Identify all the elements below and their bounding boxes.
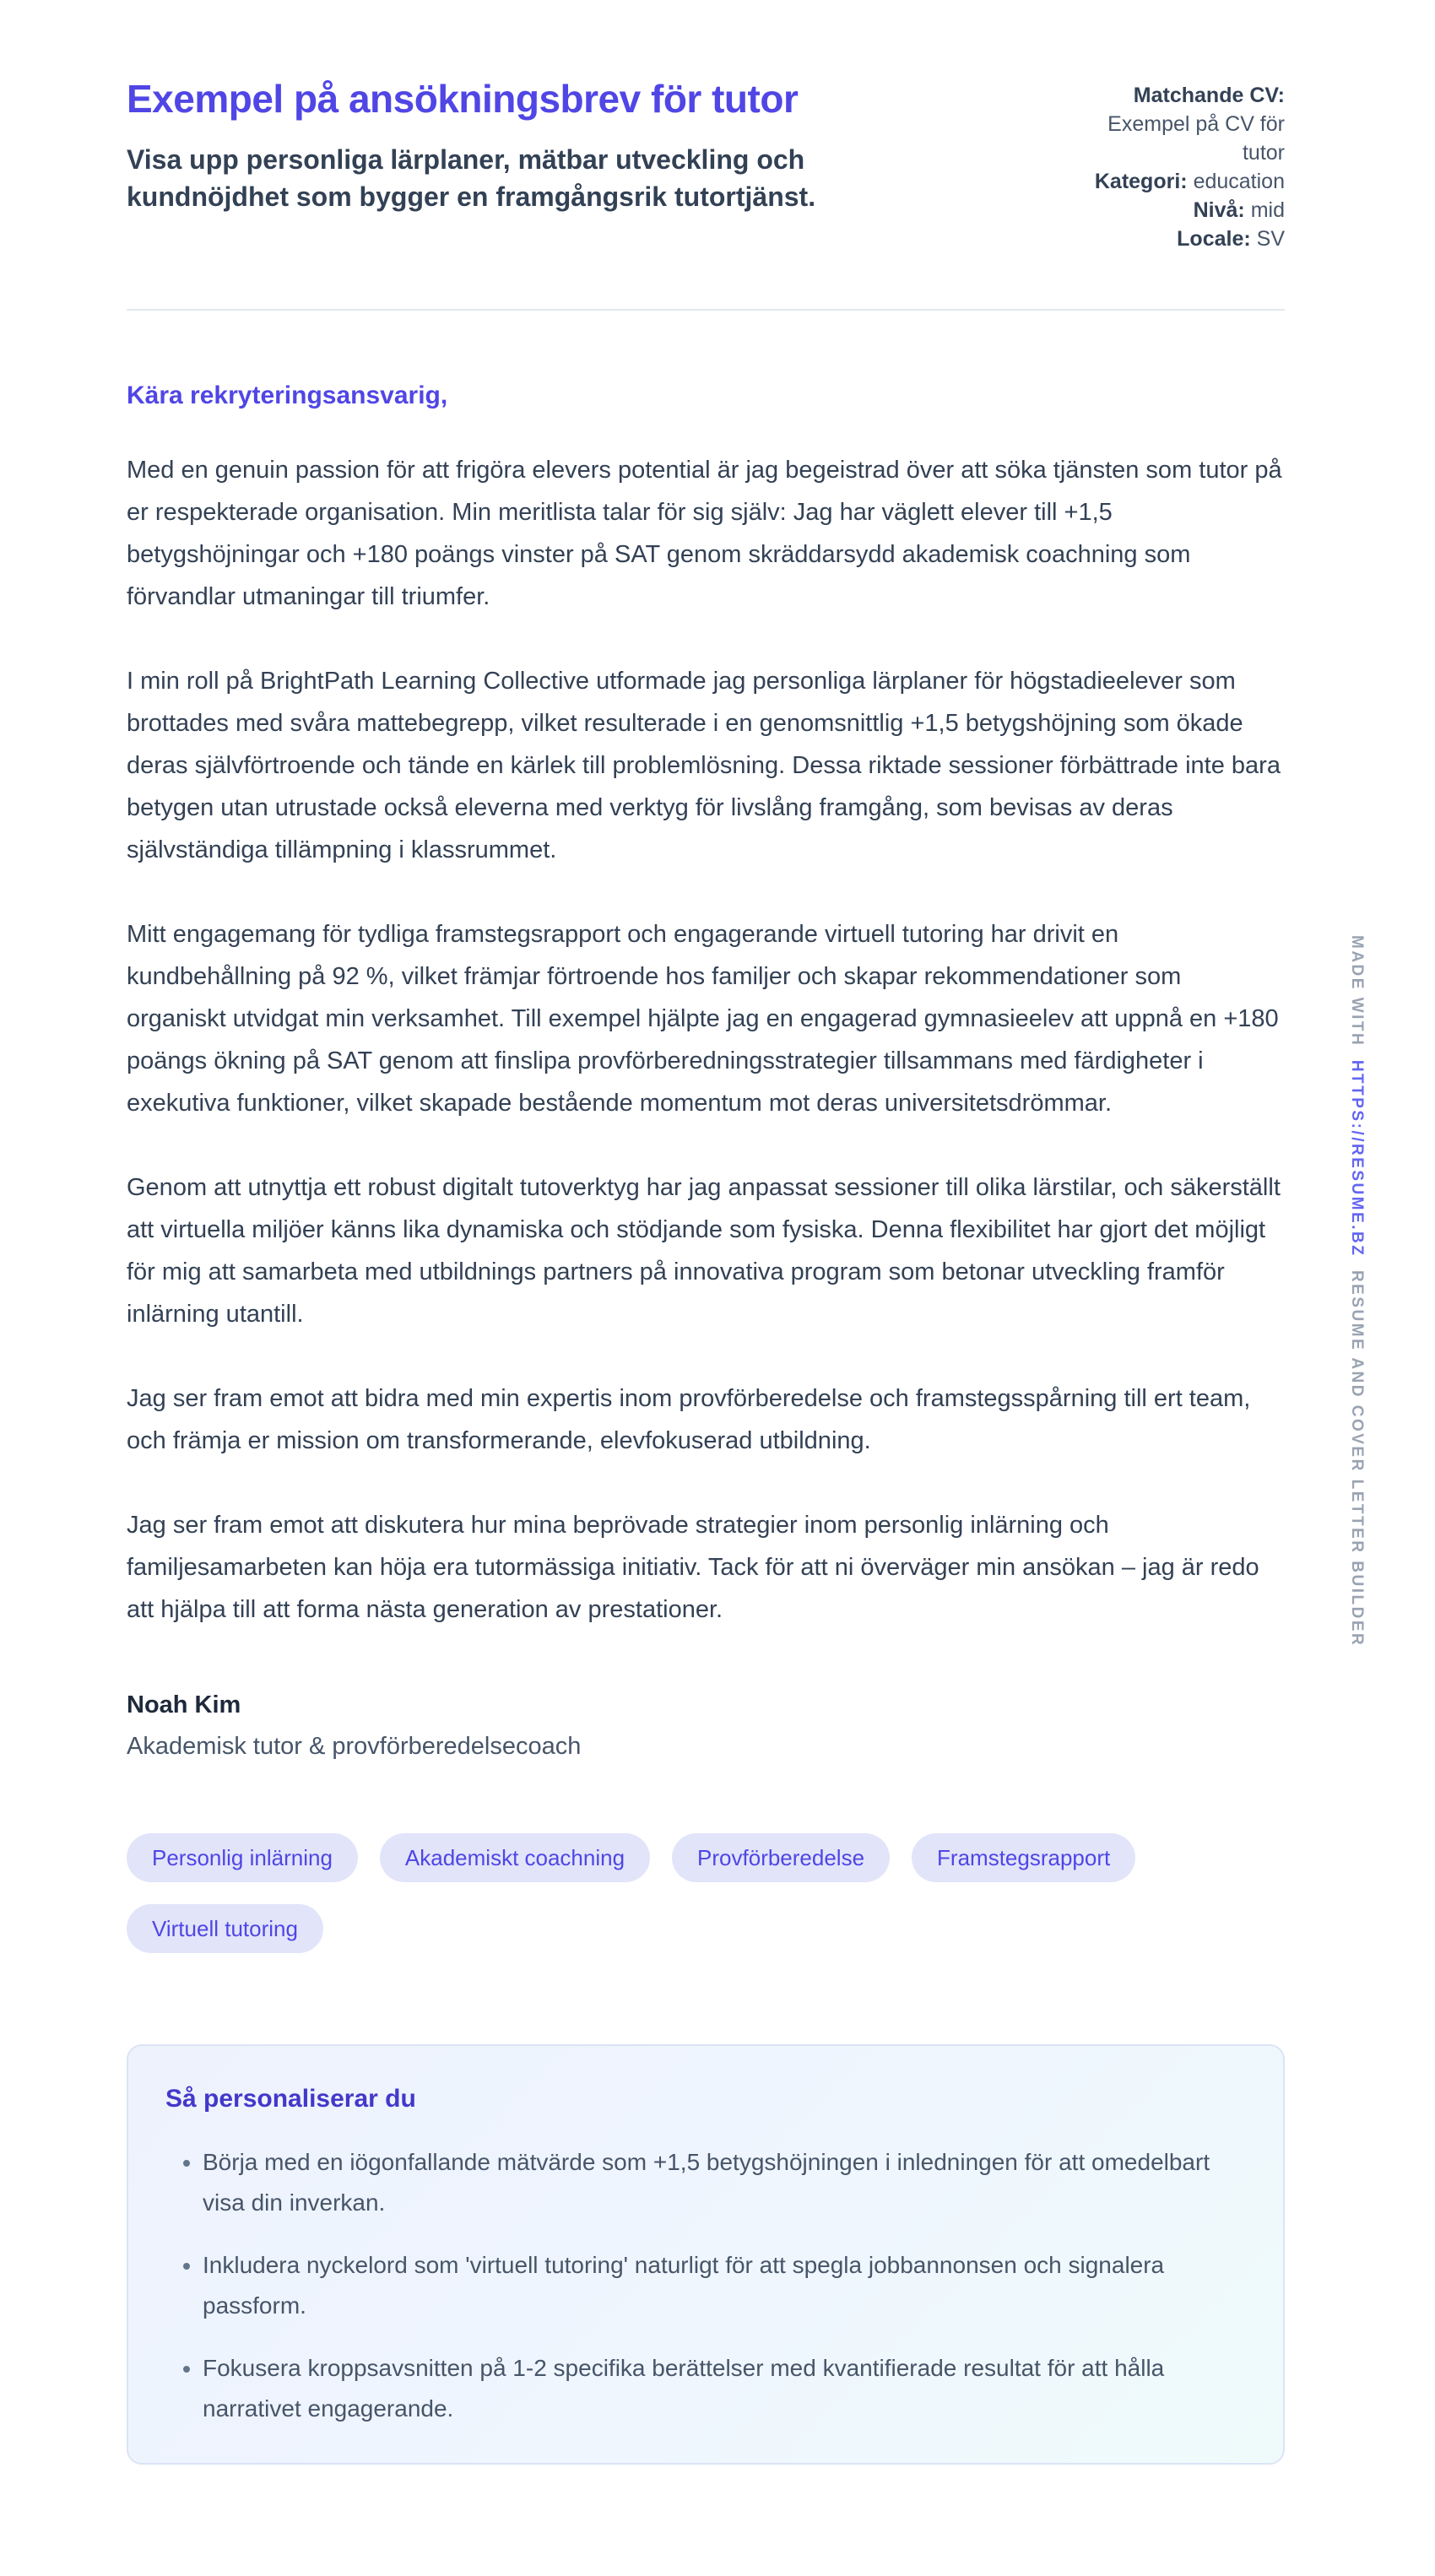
vertical-watermark [1347,935,1366,1647]
tips-card-title: Så personaliserar du [165,2085,416,2113]
signature-name: Noah Kim [127,1691,241,1718]
letter-paragraph: Genom att utnyttja ett robust digitalt tutoverktyg har jag anpassat sessioner till olika lärstilar, och säkerställt att virtuella miljöer känns lika dynamiska och stödjande som fysiska. Denna flexibilitet har gjort det möjligt för mig att samarbeta med utbildnings partners på innovativa program som betonar utveckling framför inlärning utantill. [127,1174,1281,1328]
meta-level-value: mid [1250,198,1285,222]
header-divider [127,309,1285,311]
meta-locale-value: SV [1256,227,1285,251]
header [127,76,1285,253]
resume-bz-link[interactable]: HTTPS://RESUME.BZ [1348,1059,1366,1258]
tag-personlig-inlarning: Personlig inlärning [127,1833,358,1882]
tips-list-item: • Börja med en iögonfallande mätvärde som +1,5 betygshöjningen i inledningen för att omedelbart visa din inverkan. [203,2142,1239,2223]
letter-greeting: Kära rekryteringsansvarig, [127,382,448,409]
meta-level [1082,196,1285,225]
keyword-tags [127,1833,1285,1953]
watermark-tagline-text: RESUME AND COVER LETTER BUILDER [1348,1269,1366,1648]
page-subtitle: Visa upp personliga lärplaner, mätbar utveckling och kundnöjdhet som bygger en framgångsrik tutortjänst. [127,144,816,213]
meta-category [1082,167,1285,196]
tag-provforberedelse: Provförberedelse [672,1833,890,1882]
personalization-tips-card [127,2044,1285,2465]
meta-category-value: education [1193,170,1285,193]
meta-locale-label: Locale: [1177,227,1251,251]
meta-panel [1082,76,1285,253]
signature-role: Akademisk tutor & provförberedelsecoach [127,1733,582,1760]
meta-locale [1082,225,1285,253]
watermark-made-with-text: MADE WITH [1348,935,1366,1047]
tips-list-item: • Inkludera nyckelord som 'virtuell tutoring' naturligt för att spegla jobbannonsen och signalera passform. [203,2245,1239,2326]
tips-list [165,2142,1239,2429]
letter-paragraph: Jag ser fram emot att diskutera hur mina beprövade strategier inom personlig inlärning och familjesamarbeten kan höja era tutormässiga initiativ. Tack för att ni överväger min ansökan – jag är redo att hjälpa till att forma nästa generation av prestationer. [127,1512,1259,1623]
letter-paragraph: Mitt engagemang för tydliga framstegsrapport och engagerande virtuell tutoring har drivit en kundbehållning på 92 %, vilket främjar förtroende hos familjer och skapar rekommendationer som organiskt utvidgat min verksamhet. Till exempel hjälpte jag en engagerad gymnasieelev att uppnå en +180 poängs ökning på SAT genom att finslipa provförberedningsstrategier tillsammans med färdigheter i exekutiva funktioner, vilket skapade bestående momentum mot deras universitetsdrömmar. [127,921,1279,1117]
tips-list-item: • Fokusera kroppsavsnitten på 1-2 specifika berättelser med kvantifierade resultat för att hålla narrativet engagerande. [203,2348,1239,2429]
tag-virtuell-tutoring: Virtuell tutoring [127,1904,323,1953]
meta-matching-cv-value: Exempel på CV för tutor [1107,112,1285,165]
meta-category-label: Kategori: [1094,170,1188,193]
letter-paragraph: Med en genuin passion för att frigöra elevers potential är jag begeistrad över att söka tjänsten som tutor på er respekterade organisation. Min meritlista talar för sig själv: Jag har väglett elever till +1,5 betygshöjningar och +180 poängs vinster på SAT genom skräddarsydd akademisk coachning som förvandlar utmaningar till triumfer. [127,457,1282,610]
cover-letter-body [127,382,1285,1761]
tag-framstegsrapport: Framstegsrapport [912,1833,1135,1882]
letter-paragraph: Jag ser fram emot att bidra med min expertis inom provförberedelse och framstegsspårning till ert team, och främja er mission om transformerande, elevfokuserad utbildning. [127,1385,1251,1454]
meta-level-label: Nivå: [1193,198,1245,222]
meta-matching-cv-label: Matchande CV: [1133,84,1285,107]
letter-paragraph: I min roll på BrightPath Learning Collective utformade jag personliga lärplaner för högstadieelever som brottades med svåra mattebegrepp, vilket resulterade i en genomsnittlig +1,5 betygshöjning som ökade deras självförtroende och tände en kärlek till problemlösning. Dessa riktade sessioner förbättrade inte bara betygen utan utrustade också eleverna med verktyg för livslång framgång, som bevisas av deras självständiga tillämpning i klassrummet. [127,668,1281,863]
header-title-block [127,76,903,215]
page-title: Exempel på ansökningsbrev för tutor [127,77,799,121]
tag-akademiskt-coachning: Akademiskt coachning [380,1833,650,1882]
